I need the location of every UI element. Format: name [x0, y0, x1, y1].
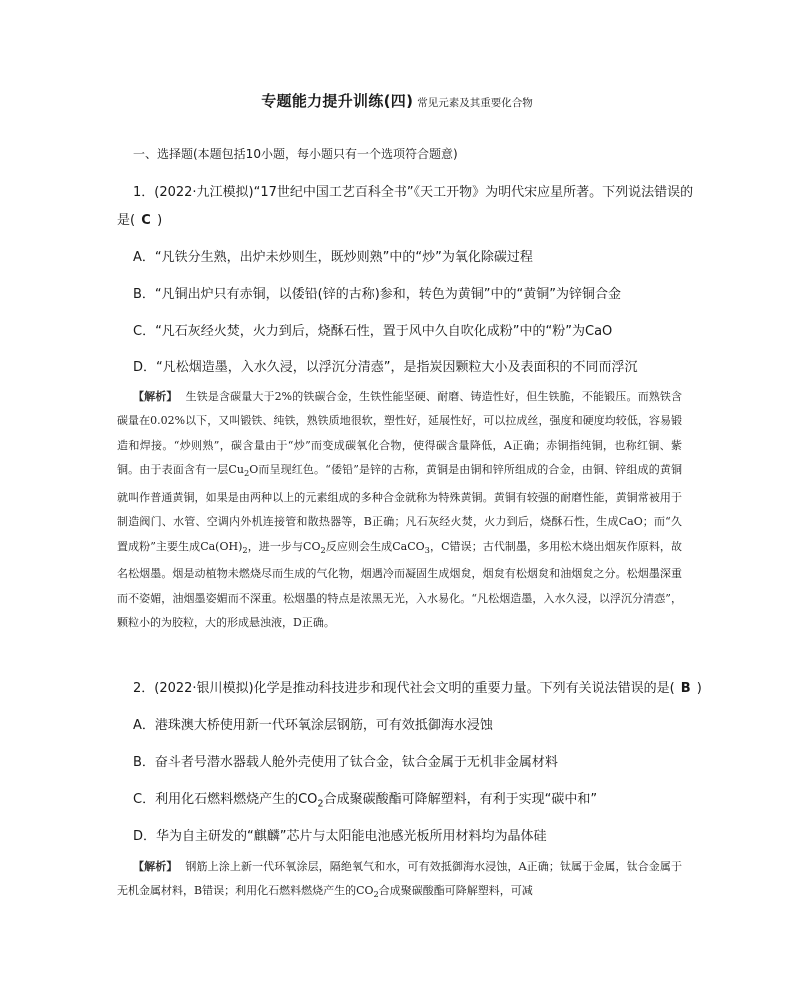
question-1-option-a: A．“凡铁分生熟，出炉未炒则生，既炒则熟”中的“炒”为氧化除碳过程	[133, 250, 533, 265]
question-1-stem-line2	[117, 209, 162, 228]
analysis-tag: 【解析】	[133, 860, 178, 873]
question-2-stem-prefix: 2．(2022·银川模拟)化学是推动科技进步和现代社会文明的重要力量。下列有关说法错误的是(	[133, 681, 675, 696]
question-2-option-c: C．利用化石燃料燃烧产生的$CO_2$合成聚碳酸酯可降解塑料，有利于实现“碳中和”	[133, 792, 598, 810]
question-2-stem-suffix: )	[696, 681, 702, 696]
question-1-analysis: 【解析】 生铁是含碳量大于2%的铁碳合金，生铁性能坚硬、耐磨、铸造性好，但生铁脆，不能锻压。而熟铁含碳量在0.02%以下，又叫锻铁、纯铁，熟铁质地很软，塑性好，延展性好，可以拉成丝，强度和硬度均较低，容易锻造和焊接。“炒则熟”，碳含量由于“炒”而变成碳氧化合物，使得碳含量降低，A正确；赤铜指纯铜，也称红铜、紫铜。由于表面含有一层$Cu_2O$而呈现红色。“倭铅”是锌的古称，黄铜是由铜和锌所组成的合金，由铜、锌组成的黄铜就叫作普通黄铜，如果是由两种以上的元素组成的多种合金就称为特殊黄铜。黄铜有较强的耐磨性能，黄铜常被用于制造阀门、水管、空调内外机连接管和散热器等，B正确；凡石灰经火焚，火力到后，烧酥石性，生成CaO；而“久置成粉”主要生成$Ca(OH)_2$，进一步与$CO_2$反应则会生成CaCO$_3$，C错误；古代制墨，多用松木烧出烟灰作原料，故名松烟墨。烟是动植物未燃烧尽而生成的气化物，烟遇冷而凝固生成烟炱，烟炱有松烟炱和油烟炱之分。松烟墨深重而不姿媚，油烟墨姿媚而不深重。松烟墨的特点是浓黑无光，入水易化。“凡松烟造墨，入水久浸，以浮沉分清悫”，颗粒小的为胶粒，大的形成悬浊液，D正确。	[117, 390, 682, 630]
question-1-stem-line1: 1．(2022·九江模拟)“17世纪中国工艺百科全书”《天工开物》为明代宋应星所著。下列说法错误的	[133, 185, 694, 200]
title-main: 专题能力提升训练(四)	[261, 92, 414, 110]
section-heading: 一、选择题(本题包括10小题，每小题只有一个选项符合题意)	[133, 147, 458, 161]
question-2-stem	[133, 677, 702, 696]
question-1-answer: C	[141, 213, 151, 228]
question-1-stem-suffix: )	[157, 213, 163, 228]
question-2-option-d: D．华为自主研发的“麒麟”芯片与太阳能电池感光板所用材料均为晶体硅	[133, 829, 547, 844]
page-title	[0, 90, 794, 111]
question-2-analysis: 【解析】 钢筋上涂上新一代环氧涂层，隔绝氧气和水，可有效抵御海水浸蚀，A正确；钛属于金属，钛合金属于无机金属材料，B错误；利用化石燃料燃烧产生的$CO_2$合成聚碳酸酯可降解塑料，可减	[117, 860, 682, 900]
question-2-option-b: B．奋斗者号潜水器载人舱外壳使用了钛合金，钛合金属于无机非金属材料	[133, 755, 558, 770]
question-2-option-a: A．港珠澳大桥使用新一代环氧涂层钢筋，可有效抵御海水浸蚀	[133, 718, 493, 733]
question-1-option-c: C．“凡石灰经火焚，火力到后，烧酥石性，置于风中久自吹化成粉”中的“粉”为CaO	[133, 324, 613, 339]
question-1-option-d: D．“凡松烟造墨，入水久浸，以浮沉分清悫”，是指炭因颗粒大小及表面积的不同而浮沉	[133, 360, 638, 375]
question-2-answer: B	[680, 681, 691, 696]
analysis-tag: 【解析】	[133, 390, 178, 403]
question-1-option-b: B．“凡铜出炉只有赤铜，以倭铅(锌的古称)参和，转色为黄铜”中的“黄铜”为锌铜合金	[133, 287, 622, 302]
question-1-stem-prefix: 是(	[117, 213, 136, 228]
title-subtitle: 常见元素及其重要化合物	[417, 97, 533, 109]
